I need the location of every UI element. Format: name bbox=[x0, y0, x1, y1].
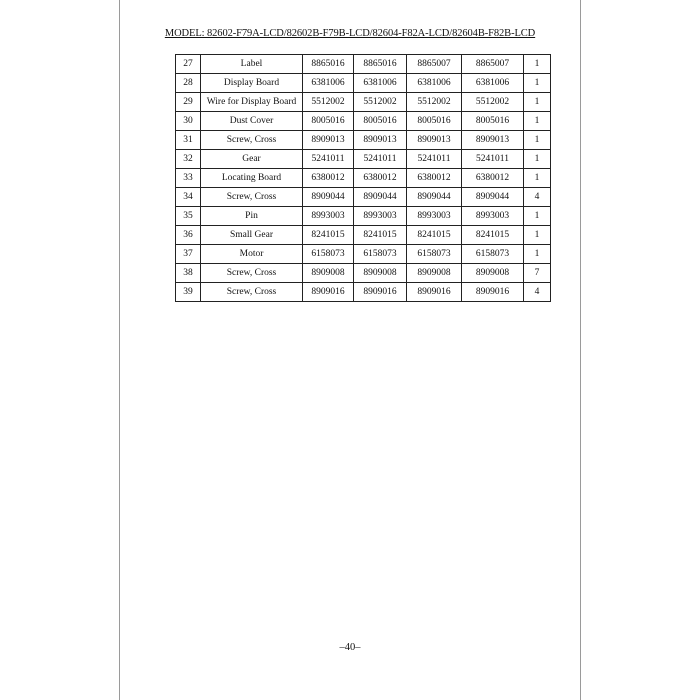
quantity-cell: 1 bbox=[524, 207, 551, 226]
part-code-82604b-cell: 8909008 bbox=[462, 264, 524, 283]
part-code-82602b-cell: 8909044 bbox=[354, 188, 407, 207]
part-code-82604-cell: 8005016 bbox=[407, 112, 462, 131]
part-code-82602b-cell: 8865016 bbox=[354, 55, 407, 74]
quantity-cell: 4 bbox=[524, 283, 551, 302]
quantity-cell: 1 bbox=[524, 93, 551, 112]
part-number-cell: 37 bbox=[176, 245, 201, 264]
part-code-82604-cell: 8909016 bbox=[407, 283, 462, 302]
part-code-82602b-cell: 6381006 bbox=[354, 74, 407, 93]
part-code-82602-cell: 6158073 bbox=[303, 245, 354, 264]
table-row bbox=[176, 74, 551, 93]
quantity-cell: 7 bbox=[524, 264, 551, 283]
part-code-82604b-cell: 8241015 bbox=[462, 226, 524, 245]
part-name-cell: Wire for Display Board bbox=[201, 93, 303, 112]
part-code-82602-cell: 8909044 bbox=[303, 188, 354, 207]
part-code-82604-cell: 8241015 bbox=[407, 226, 462, 245]
part-name-cell: Dust Cover bbox=[201, 112, 303, 131]
part-number-cell: 35 bbox=[176, 207, 201, 226]
part-code-82604b-cell: 6380012 bbox=[462, 169, 524, 188]
part-name-cell: Motor bbox=[201, 245, 303, 264]
part-code-82604b-cell: 5241011 bbox=[462, 150, 524, 169]
table-row bbox=[176, 207, 551, 226]
part-name-cell: Small Gear bbox=[201, 226, 303, 245]
document-page bbox=[119, 0, 581, 700]
part-name-cell: Display Board bbox=[201, 74, 303, 93]
part-name-cell: Locating Board bbox=[201, 169, 303, 188]
part-code-82602-cell: 8909008 bbox=[303, 264, 354, 283]
part-number-cell: 32 bbox=[176, 150, 201, 169]
part-code-82604-cell: 6158073 bbox=[407, 245, 462, 264]
part-number-cell: 39 bbox=[176, 283, 201, 302]
part-number-cell: 27 bbox=[176, 55, 201, 74]
table-row bbox=[176, 264, 551, 283]
part-code-82602-cell: 8909016 bbox=[303, 283, 354, 302]
quantity-cell: 1 bbox=[524, 112, 551, 131]
part-code-82604-cell: 6381006 bbox=[407, 74, 462, 93]
table-row bbox=[176, 112, 551, 131]
part-code-82604-cell: 5512002 bbox=[407, 93, 462, 112]
table-row bbox=[176, 283, 551, 302]
part-code-82604b-cell: 8005016 bbox=[462, 112, 524, 131]
table-row bbox=[176, 245, 551, 264]
part-number-cell: 38 bbox=[176, 264, 201, 283]
quantity-cell: 1 bbox=[524, 55, 551, 74]
part-number-cell: 30 bbox=[176, 112, 201, 131]
part-number-cell: 33 bbox=[176, 169, 201, 188]
parts-table-body bbox=[176, 55, 551, 302]
part-code-82602b-cell: 8241015 bbox=[354, 226, 407, 245]
part-name-cell: Screw, Cross bbox=[201, 131, 303, 150]
part-code-82602-cell: 5512002 bbox=[303, 93, 354, 112]
part-code-82602-cell: 5241011 bbox=[303, 150, 354, 169]
part-code-82602-cell: 8909013 bbox=[303, 131, 354, 150]
part-name-cell: Pin bbox=[201, 207, 303, 226]
part-code-82604b-cell: 6381006 bbox=[462, 74, 524, 93]
part-code-82604b-cell: 8909016 bbox=[462, 283, 524, 302]
part-name-cell: Gear bbox=[201, 150, 303, 169]
table-row bbox=[176, 188, 551, 207]
part-code-82602-cell: 6380012 bbox=[303, 169, 354, 188]
quantity-cell: 1 bbox=[524, 169, 551, 188]
part-number-cell: 34 bbox=[176, 188, 201, 207]
part-code-82604-cell: 6380012 bbox=[407, 169, 462, 188]
part-code-82604-cell: 8909044 bbox=[407, 188, 462, 207]
part-code-82602-cell: 8865016 bbox=[303, 55, 354, 74]
quantity-cell: 1 bbox=[524, 74, 551, 93]
part-code-82604b-cell: 8865007 bbox=[462, 55, 524, 74]
part-code-82602b-cell: 8993003 bbox=[354, 207, 407, 226]
part-name-cell: Label bbox=[201, 55, 303, 74]
part-code-82602b-cell: 8909008 bbox=[354, 264, 407, 283]
part-code-82602b-cell: 5241011 bbox=[354, 150, 407, 169]
part-code-82602b-cell: 6158073 bbox=[354, 245, 407, 264]
part-code-82604b-cell: 5512002 bbox=[462, 93, 524, 112]
part-code-82604-cell: 8993003 bbox=[407, 207, 462, 226]
part-code-82604b-cell: 8993003 bbox=[462, 207, 524, 226]
quantity-cell: 1 bbox=[524, 226, 551, 245]
part-code-82602b-cell: 5512002 bbox=[354, 93, 407, 112]
part-name-cell: Screw, Cross bbox=[201, 264, 303, 283]
part-code-82602b-cell: 8909013 bbox=[354, 131, 407, 150]
quantity-cell: 4 bbox=[524, 188, 551, 207]
quantity-cell: 1 bbox=[524, 150, 551, 169]
part-number-cell: 31 bbox=[176, 131, 201, 150]
table-row bbox=[176, 150, 551, 169]
table-row bbox=[176, 93, 551, 112]
part-name-cell: Screw, Cross bbox=[201, 188, 303, 207]
part-code-82604b-cell: 8909044 bbox=[462, 188, 524, 207]
part-code-82602b-cell: 8005016 bbox=[354, 112, 407, 131]
part-number-cell: 36 bbox=[176, 226, 201, 245]
part-code-82604-cell: 8909008 bbox=[407, 264, 462, 283]
part-code-82604-cell: 5241011 bbox=[407, 150, 462, 169]
part-number-cell: 29 bbox=[176, 93, 201, 112]
part-code-82602-cell: 8005016 bbox=[303, 112, 354, 131]
part-code-82602-cell: 8993003 bbox=[303, 207, 354, 226]
part-code-82604b-cell: 8909013 bbox=[462, 131, 524, 150]
part-code-82604b-cell: 6158073 bbox=[462, 245, 524, 264]
quantity-cell: 1 bbox=[524, 245, 551, 264]
parts-table bbox=[175, 54, 551, 302]
part-code-82602-cell: 6381006 bbox=[303, 74, 354, 93]
table-row bbox=[176, 55, 551, 74]
part-name-cell: Screw, Cross bbox=[201, 283, 303, 302]
model-title: MODEL: 82602-F79A-LCD/82602B-F79B-LCD/82604-F82A-LCD/82604B-F82B-LCD bbox=[164, 28, 536, 39]
part-code-82604-cell: 8865007 bbox=[407, 55, 462, 74]
part-code-82604-cell: 8909013 bbox=[407, 131, 462, 150]
part-number-cell: 28 bbox=[176, 74, 201, 93]
part-code-82602-cell: 8241015 bbox=[303, 226, 354, 245]
quantity-cell: 1 bbox=[524, 131, 551, 150]
part-code-82602b-cell: 8909016 bbox=[354, 283, 407, 302]
table-row bbox=[176, 169, 551, 188]
page-number: –40– bbox=[339, 642, 361, 653]
table-row bbox=[176, 131, 551, 150]
table-row bbox=[176, 226, 551, 245]
part-code-82602b-cell: 6380012 bbox=[354, 169, 407, 188]
